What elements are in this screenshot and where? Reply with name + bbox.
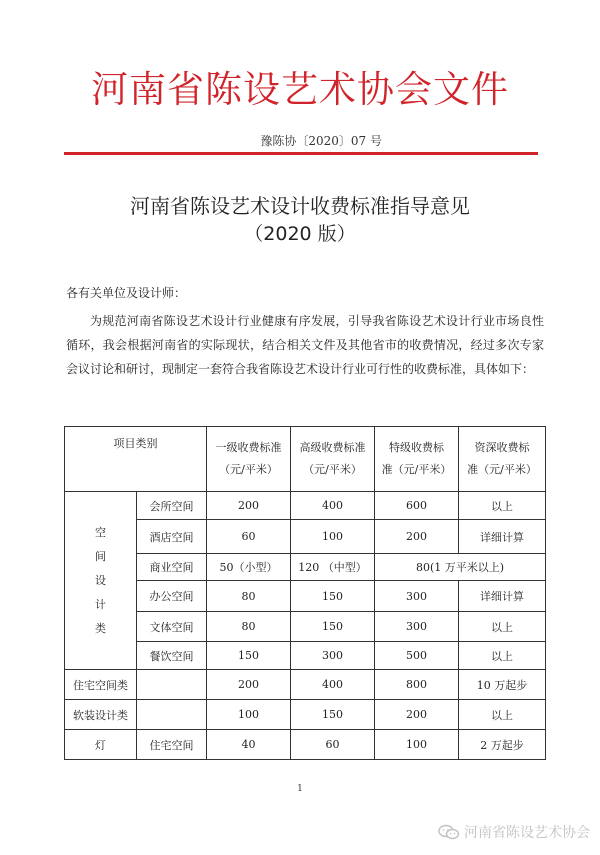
table-row (65, 492, 546, 520)
cell-v3: 600 (375, 492, 459, 520)
table-row (65, 730, 546, 760)
header-col4 (459, 427, 546, 492)
cell-v1: 80 (207, 612, 291, 642)
red-divider (64, 152, 538, 155)
cell-v2: 150 (291, 700, 375, 730)
cell-v3: 500 (375, 642, 459, 670)
cell-v3: 300 (375, 612, 459, 642)
row-name-empty (137, 670, 207, 700)
cell-v3: 300 (375, 581, 459, 612)
cell-v1: 60 (207, 520, 291, 554)
table-header-row (65, 427, 546, 492)
watermark-text: 河南省陈设艺术协会 (464, 825, 590, 841)
space-group-label (65, 492, 137, 670)
space-group-char: 设 (95, 573, 106, 587)
header-col2-unit: （元/平米） (303, 463, 362, 476)
header-col1-label: 一级收费标准 (215, 441, 282, 454)
row-name: 会所空间 (137, 492, 207, 520)
header-col3-unit: 准（元/平米） (381, 463, 452, 476)
row-name: 软装设计类 (65, 700, 137, 730)
table-row (65, 700, 546, 730)
table-row (65, 520, 546, 554)
header-col3-label: 特级收费标 (389, 441, 444, 454)
fee-table (64, 426, 546, 760)
header-col1 (207, 427, 291, 492)
cell-v4: 2 万起步 (459, 730, 546, 760)
cell-v3: 200 (375, 520, 459, 554)
cell-v2: 400 (291, 492, 375, 520)
space-group-char: 空 (95, 525, 106, 539)
cell-v3: 100 (375, 730, 459, 760)
cell-v1: 100 (207, 700, 291, 730)
cell-v1: 80 (207, 581, 291, 612)
table-row (65, 642, 546, 670)
cell-v2: 100 (291, 520, 375, 554)
header-col4-unit: 准（元/平米） (467, 463, 537, 476)
cell-v1: 150 (207, 642, 291, 670)
cell-v3: 200 (375, 700, 459, 730)
table-row (65, 670, 546, 700)
cell-v4: 以上 (459, 612, 546, 642)
doc-year: （2020 版） (244, 223, 356, 245)
cell-v2: 150 (291, 581, 375, 612)
row-name: 文体空间 (137, 612, 207, 642)
header-col2-label: 高级收费标准 (299, 441, 366, 454)
page-number: 1 (297, 784, 303, 794)
salutation: 各有关单位及设计师： (66, 286, 187, 300)
header-col3 (375, 427, 459, 492)
cell-v1: 50（小型） (207, 554, 291, 581)
row-name: 住宅空间类 (65, 670, 137, 700)
cell-v4: 以上 (459, 642, 546, 670)
cell-v4: 以上 (459, 492, 546, 520)
cell-v3: 800 (375, 670, 459, 700)
cell-v4: 10 万起步 (459, 670, 546, 700)
space-group-char: 计 (95, 597, 106, 611)
table-row (65, 554, 546, 581)
row-name: 餐饮空间 (137, 642, 207, 670)
cell-v1: 200 (207, 492, 291, 520)
cell-v2: 400 (291, 670, 375, 700)
table-row (65, 581, 546, 612)
row-name: 办公空间 (137, 581, 207, 612)
cell-v2: 120 （中型） (291, 554, 375, 581)
row-name: 住宅空间 (137, 730, 207, 760)
cell-v2: 150 (291, 612, 375, 642)
watermark (438, 822, 590, 842)
header-col4-label: 资深收费标 (474, 441, 530, 454)
table-row (65, 612, 546, 642)
cell-v4: 详细计算 (459, 581, 546, 612)
lighting-group-label: 灯 (65, 730, 137, 760)
header-col1-unit: （元/平米） (219, 463, 278, 476)
body-paragraph: 为规范河南省陈设艺术设计行业健康有序发展，引导我省陈设艺术设计行业市场良性循环，我会根据河南省的实际现状，结合相关文件及其他省市的收费情况，经过多次专家会议讨论和研讨，现制定一套符合我省陈设艺术设计行业可行性的收费标准，具体如下： (66, 314, 544, 377)
row-name: 酒店空间 (137, 520, 207, 554)
space-group-char: 类 (95, 621, 106, 635)
cell-v2: 300 (291, 642, 375, 670)
doc-number: 豫陈协〔2020〕07 号 (260, 134, 382, 148)
cell-v4: 以上 (459, 700, 546, 730)
space-group-char: 间 (95, 549, 106, 563)
cell-v1: 40 (207, 730, 291, 760)
cell-v1: 200 (207, 670, 291, 700)
cell-v4: 详细计算 (459, 520, 546, 554)
wechat-icon (438, 824, 460, 840)
row-name: 商业空间 (137, 554, 207, 581)
header-col2 (291, 427, 375, 492)
header-category: 项目类别 (65, 427, 207, 492)
cell-v34: 80(1 万平米以上) (375, 554, 546, 581)
cell-v2: 60 (291, 730, 375, 760)
org-title: 河南省陈设艺术协会文件 (91, 68, 509, 111)
row-name-empty (137, 700, 207, 730)
doc-title: 河南省陈设艺术设计收费标准指导意见 (130, 194, 470, 218)
